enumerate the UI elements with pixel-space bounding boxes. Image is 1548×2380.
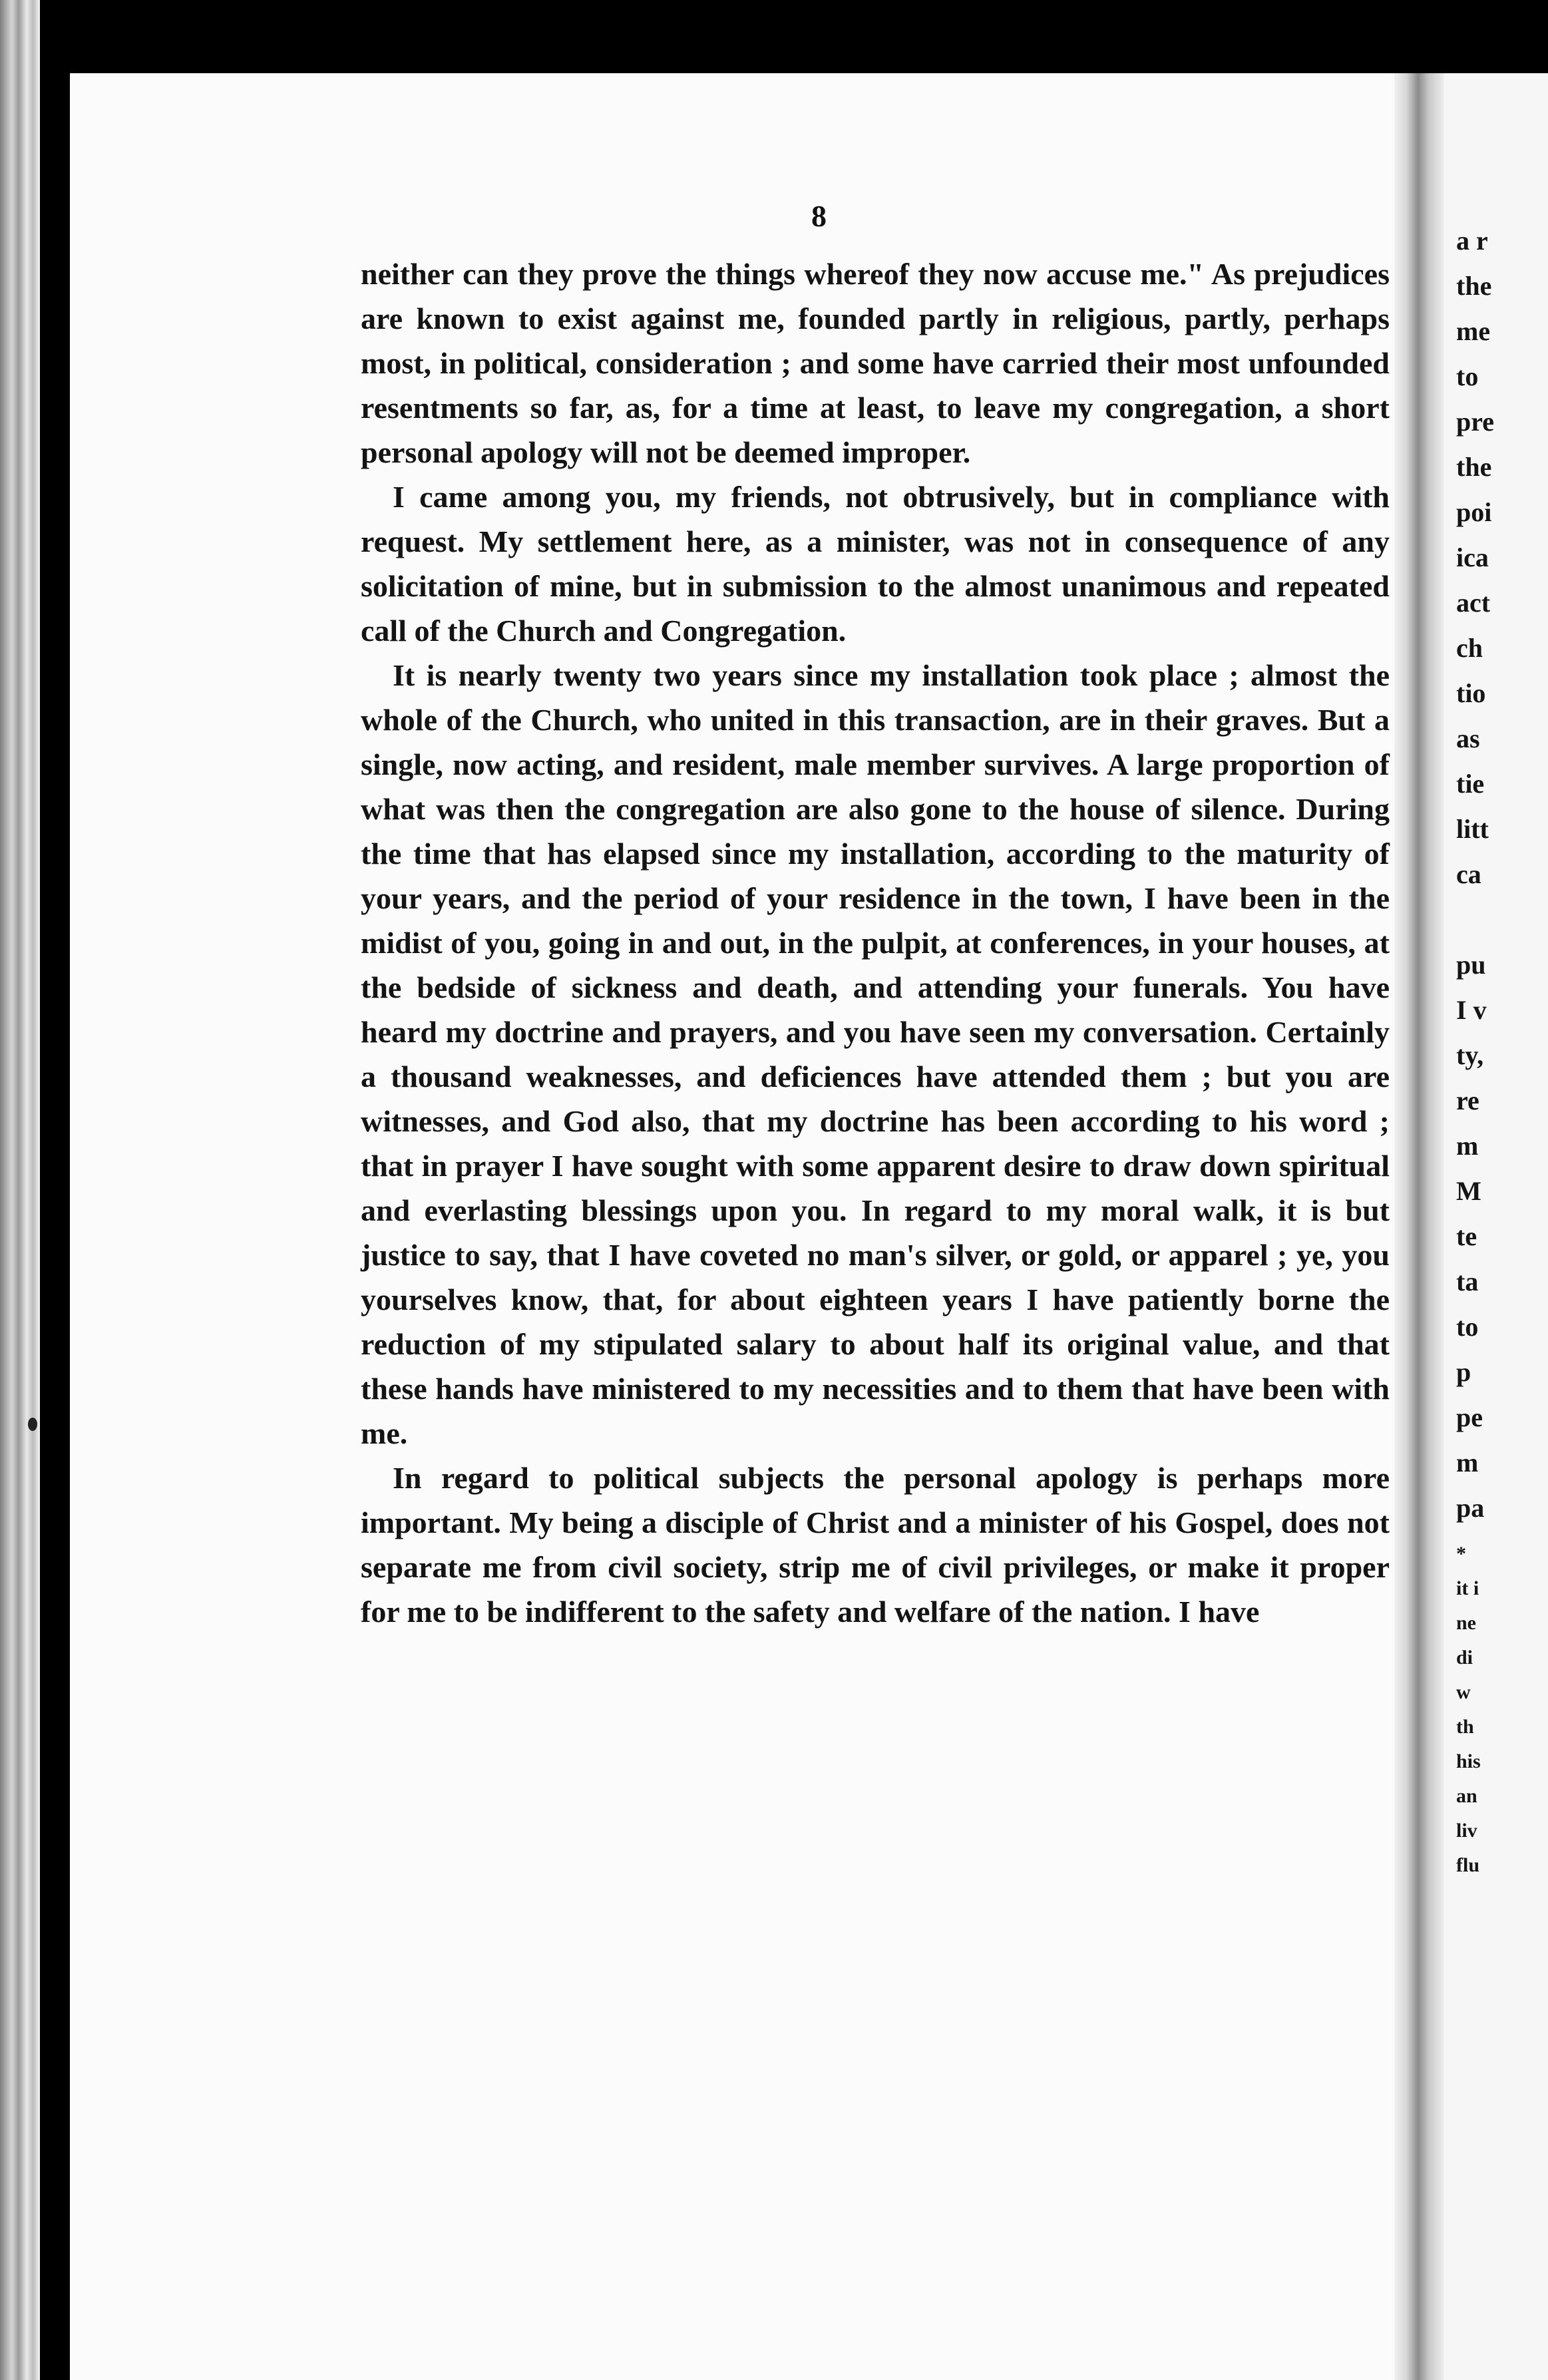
adjacent-page-fragment: pre xyxy=(1456,407,1495,437)
ink-blot xyxy=(28,1418,37,1431)
page-number: 8 xyxy=(811,199,827,233)
adjacent-page-fragment: di xyxy=(1456,1647,1473,1669)
adjacent-page-fragment: re xyxy=(1456,1086,1479,1115)
adjacent-page-fragment: act xyxy=(1456,588,1491,618)
adjacent-page-fragment: an xyxy=(1456,1785,1477,1807)
adjacent-page-edge xyxy=(1444,73,1548,2380)
adjacent-page-fragment: ch xyxy=(1456,633,1483,663)
adjacent-page-fragment: ty, xyxy=(1456,1040,1484,1070)
adjacent-page-fragment: p xyxy=(1456,1357,1471,1387)
document-page xyxy=(70,73,1394,2380)
adjacent-page-fragment: I v xyxy=(1456,995,1487,1025)
adjacent-page-fragment: litt xyxy=(1456,814,1489,844)
adjacent-page-fragment: me xyxy=(1456,316,1491,346)
paragraph-2: I came among you, my friends, not obtrusively, but in compliance with request. My settlement here, as a minister, was not in consequence of any solicitation of mine, but in submission to the almost unanimous and repeated call of the Church and Congregation. xyxy=(361,480,1390,648)
adjacent-page-fragment: liv xyxy=(1456,1820,1477,1842)
adjacent-page-fragment: it i xyxy=(1456,1577,1479,1599)
paragraph-4: In regard to political subjects the personal apology is perhaps more important. My being a disciple of Christ and a minister of his Gospel, does not separate me from civil society, strip me of civil privileges, or make it proper for me to be indifferent to the safety and welfare of the nation. I have xyxy=(361,1461,1390,1629)
adjacent-page-fragment: to xyxy=(1456,361,1479,391)
adjacent-page-fragment: pe xyxy=(1456,1402,1483,1432)
adjacent-page-fragment: w xyxy=(1456,1681,1471,1703)
book-spine-shadow xyxy=(0,0,40,2380)
adjacent-page-fragment: the xyxy=(1456,271,1492,301)
adjacent-page-fragment: pa xyxy=(1456,1493,1485,1523)
adjacent-page-fragment: m xyxy=(1456,1448,1479,1478)
adjacent-page-fragment: his xyxy=(1456,1750,1481,1772)
page-body-text xyxy=(361,252,1390,1634)
adjacent-page-fragment: * xyxy=(1456,1543,1466,1565)
adjacent-page-fragment: th xyxy=(1456,1716,1474,1738)
paragraph-3: It is nearly twenty two years since my installation took place ; almost the whole of the Church, who united in this transaction, are in their graves. But a single, now acting, and resident, male member survives. A large proportion of what was then the congregation are also gone to the house of silence. During the time that has elapsed since my installation, according to the maturity of your years, and the period of your residence in the town, I have been in the midist of you, going in and out, in the pulpit, at conferences, in your houses, at the bedside of sickness and death, and attending your funerals. You have heard my doctrine and prayers, and you have seen my conversation. Certainly a thousand weaknesses, and deficiences have attended them ; but you are witnesses, and God also, that my doctrine has been according to his word ; that in prayer I have sought with some apparent desire to draw down spiritual and everlasting blessings upon you. In regard to my moral walk, it is but justice to say, that I have coveted no man's silver, or gold, or apparel ; ye, you yourselves know, that, for about eighteen years I have patiently borne the reduction of my stipulated salary to about half its original value, and that these hands have ministered to my necessities and to them that have been with me. xyxy=(361,658,1390,1450)
paragraph-1: neither can they prove the things whereof they now accuse me." As prejudices are known to exist against me, founded partly in religious, partly, perhaps most, in political, consideration ; and some have carried their most unfounded resentments so far, as, for a time at least, to leave my congregation, a short personal apology will not be deemed improper. xyxy=(361,257,1390,469)
adjacent-page-fragment: poi xyxy=(1456,497,1492,527)
adjacent-page-fragment: m xyxy=(1456,1131,1479,1161)
adjacent-page-fragment: a r xyxy=(1456,226,1488,256)
adjacent-page-fragment: as xyxy=(1456,723,1480,753)
adjacent-page-fragment: ica xyxy=(1456,542,1489,572)
adjacent-page-fragment: ne xyxy=(1456,1612,1476,1634)
adjacent-page-fragment: flu xyxy=(1456,1854,1480,1876)
adjacent-page-fragment: tie xyxy=(1456,769,1485,799)
adjacent-page-fragment: tio xyxy=(1456,678,1486,708)
adjacent-page-fragment: M xyxy=(1456,1176,1481,1206)
adjacent-page-fragment: pu xyxy=(1456,950,1486,980)
adjacent-page-fragment: ta xyxy=(1456,1267,1479,1296)
adjacent-page-fragment: ca xyxy=(1456,859,1481,889)
adjacent-page-fragment: the xyxy=(1456,452,1492,482)
page-gutter xyxy=(1394,73,1444,2380)
adjacent-page-fragment: to xyxy=(1456,1312,1479,1342)
adjacent-page-fragment: te xyxy=(1456,1221,1477,1251)
